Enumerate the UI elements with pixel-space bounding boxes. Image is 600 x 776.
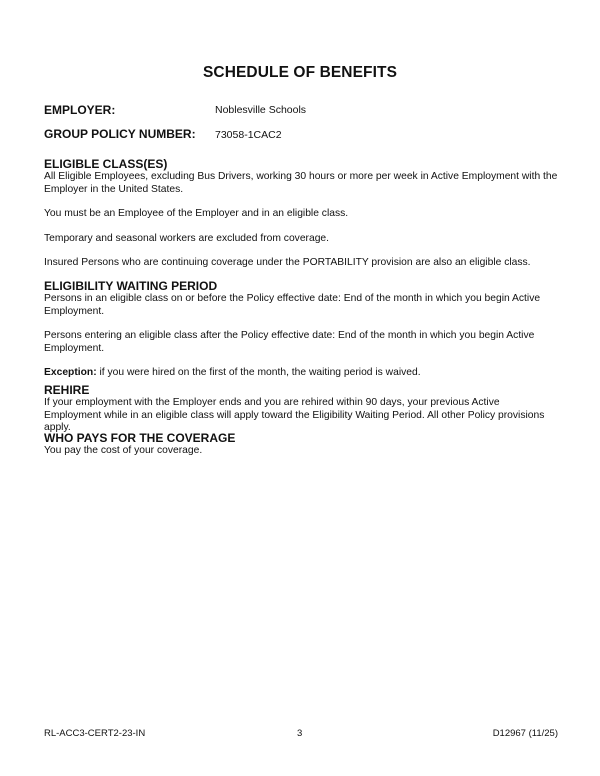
paragraph: If your employment with the Employer ends and you are rehired within 90 days, your previous Active Employment while in an eligible class will apply toward the Eligibility Waiting Period. All other Policy provisions apply.: [44, 397, 545, 433]
section-heading: WHO PAYS FOR THE COVERAGE: [44, 431, 236, 445]
employer-value: Noblesville Schools: [215, 104, 307, 116]
exception-text: if you were hired on the first of the month, the waiting period is waived.: [96, 367, 421, 378]
paragraph: Persons in an eligible class on or before the Policy effective date: End of the month in which you begin Active Employment.: [44, 293, 541, 317]
employer-label: EMPLOYER:: [44, 103, 116, 117]
exception-label: Exception:: [44, 367, 97, 378]
section-eligible-classes: [44, 157, 559, 270]
policy-number-value: 73058-1CAC2: [215, 129, 282, 141]
paragraph: Persons entering an eligible class after the Policy effective date: End of the month in which you begin Active Employment.: [44, 330, 535, 354]
section-waiting-period: [44, 279, 559, 380]
footer-page-number: 3: [297, 728, 303, 739]
page-title: SCHEDULE OF BENEFITS: [202, 64, 398, 81]
paragraph: You pay the cost of your coverage.: [44, 445, 203, 456]
exception-paragraph: [44, 367, 559, 380]
section-rehire: [44, 383, 559, 435]
section-heading: REHIRE: [44, 383, 90, 397]
footer-document-code: D12967 (11/25): [492, 728, 558, 739]
paragraph: Insured Persons who are continuing coverage under the PORTABILITY provision are also an eligible class.: [44, 257, 531, 268]
paragraph: You must be an Employee of the Employer and in an eligible class.: [44, 208, 349, 219]
footer-form-number: RL-ACC3-CERT2-23-IN: [44, 728, 146, 739]
section-who-pays: [44, 431, 559, 458]
section-heading: ELIGIBILITY WAITING PERIOD: [44, 279, 218, 293]
policy-number-label: GROUP POLICY NUMBER:: [44, 127, 196, 141]
section-heading: ELIGIBLE CLASS(ES): [44, 157, 168, 171]
paragraph: Temporary and seasonal workers are excluded from coverage.: [44, 232, 330, 244]
paragraph: All Eligible Employees, excluding Bus Drivers, working 30 hours or more per week in Active Employment with the Employer in the United States.: [44, 171, 558, 195]
